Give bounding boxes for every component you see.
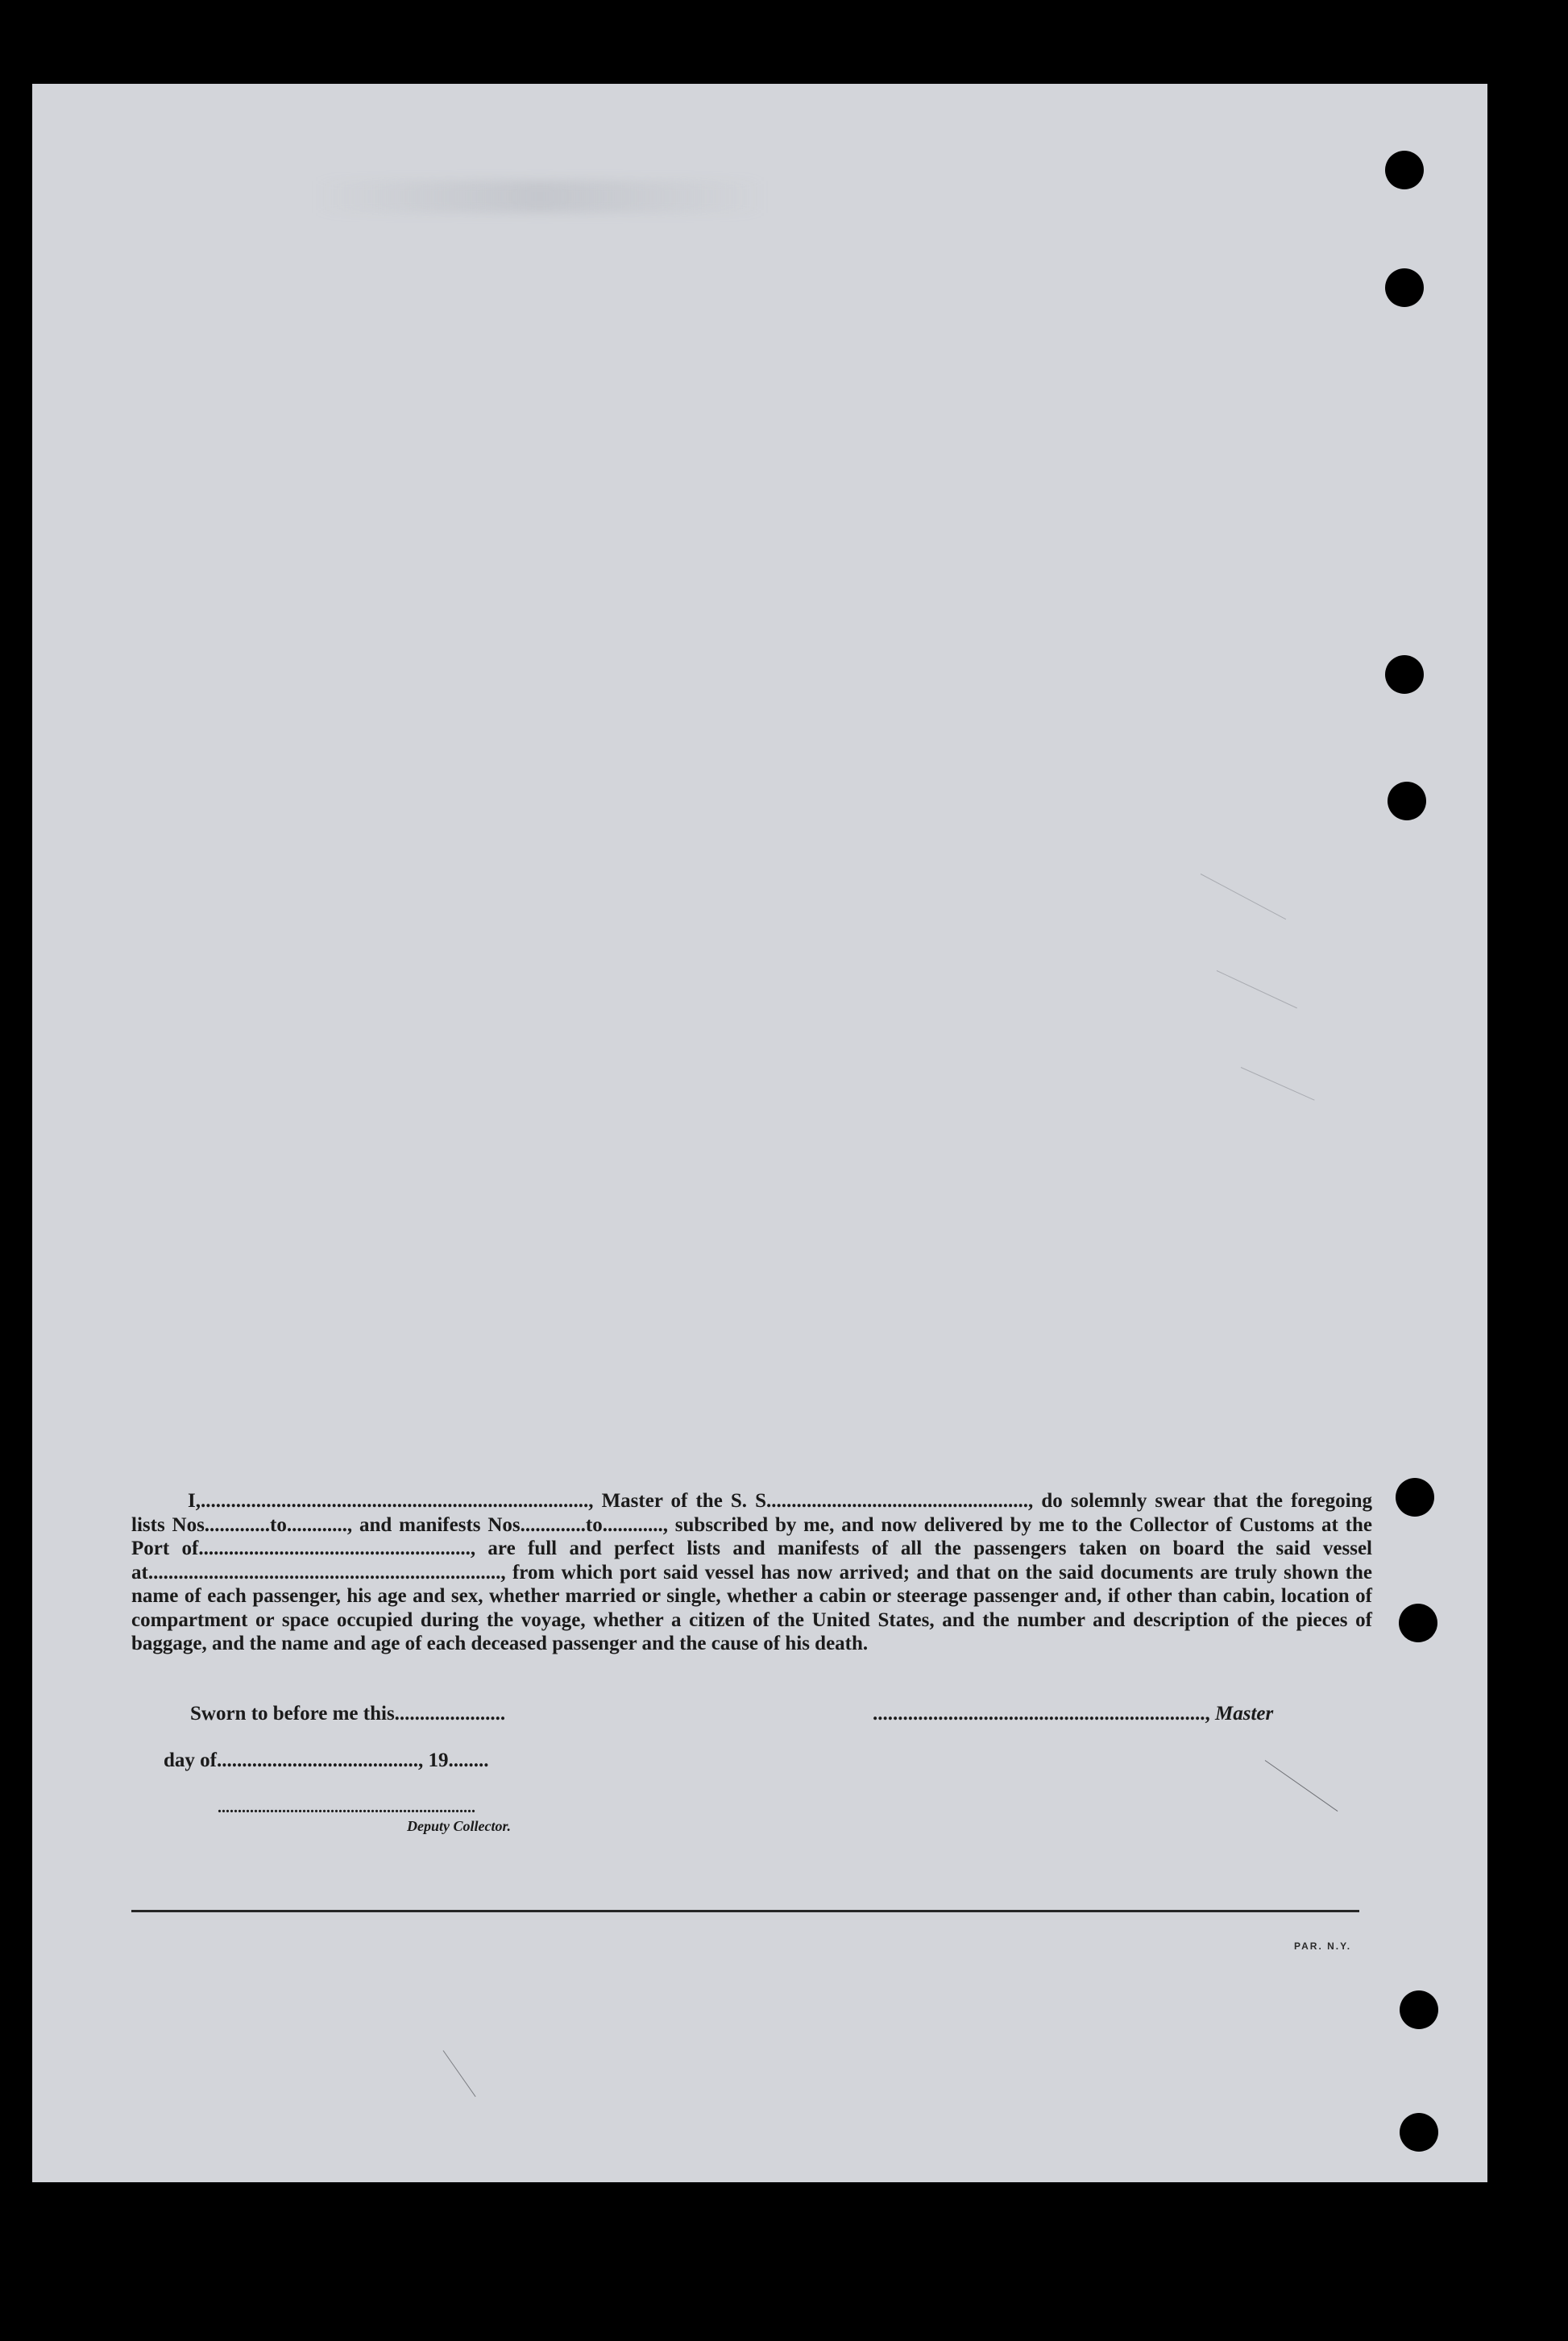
horizontal-rule [131,1910,1359,1912]
deputy-collector-label: Deputy Collector. [407,1818,511,1834]
binder-hole [1400,2113,1438,2152]
paper-scratch [1217,970,1297,1008]
paper-scratch [1201,874,1286,919]
master-label: Master [1215,1703,1274,1725]
deputy-signature-dots: ................................................................ [218,1799,475,1816]
binder-hole [1385,151,1424,189]
document-page [32,84,1487,2182]
sworn-line [190,1703,505,1725]
binder-hole [1388,782,1426,820]
master-dots: .................................................................., [873,1703,1210,1725]
oath-text: I,............................................................................., Master of the S. S...................................................., do solemnly swear that the foregoing lists Nos.............to............, and manifests Nos.............to............, subscribed by me, and now delivered by me to the Collector of Customs at the Port of......................................................, are full and perfect lists and manifests of all the passengers taken on board the said vessel at......................................................................, from which port said vessel has now arrived; and that on the said documents are truly shown the name of each passenger, his age and sex, whether married or single, whether a cabin or steerage passenger and, if other than cabin, location of compartment or space occupied during the voyage, whether a citizen of the United States, and the number and description of the pieces of baggage, and the name and age of each deceased passenger and the cause of his death. [131,1490,1372,1654]
binder-hole [1385,655,1424,694]
binder-hole [1385,268,1424,307]
master-oath-paragraph [131,1489,1372,1656]
paper-scratch [1241,1067,1315,1101]
binder-hole [1399,1604,1437,1642]
day-text: day of........................................, 19........ [164,1750,489,1771]
master-signature-line [873,1703,1273,1725]
day-line [164,1750,488,1772]
bleed-through-smudge [314,181,765,213]
paper-scratch [443,2050,476,2097]
printer-mark: PAR. N.Y. [1294,1940,1352,1952]
binder-hole [1400,1990,1438,2029]
binder-hole [1396,1478,1434,1517]
sworn-text: Sworn to before me this...................... [190,1703,506,1725]
paper-scratch [1265,1760,1338,1812]
